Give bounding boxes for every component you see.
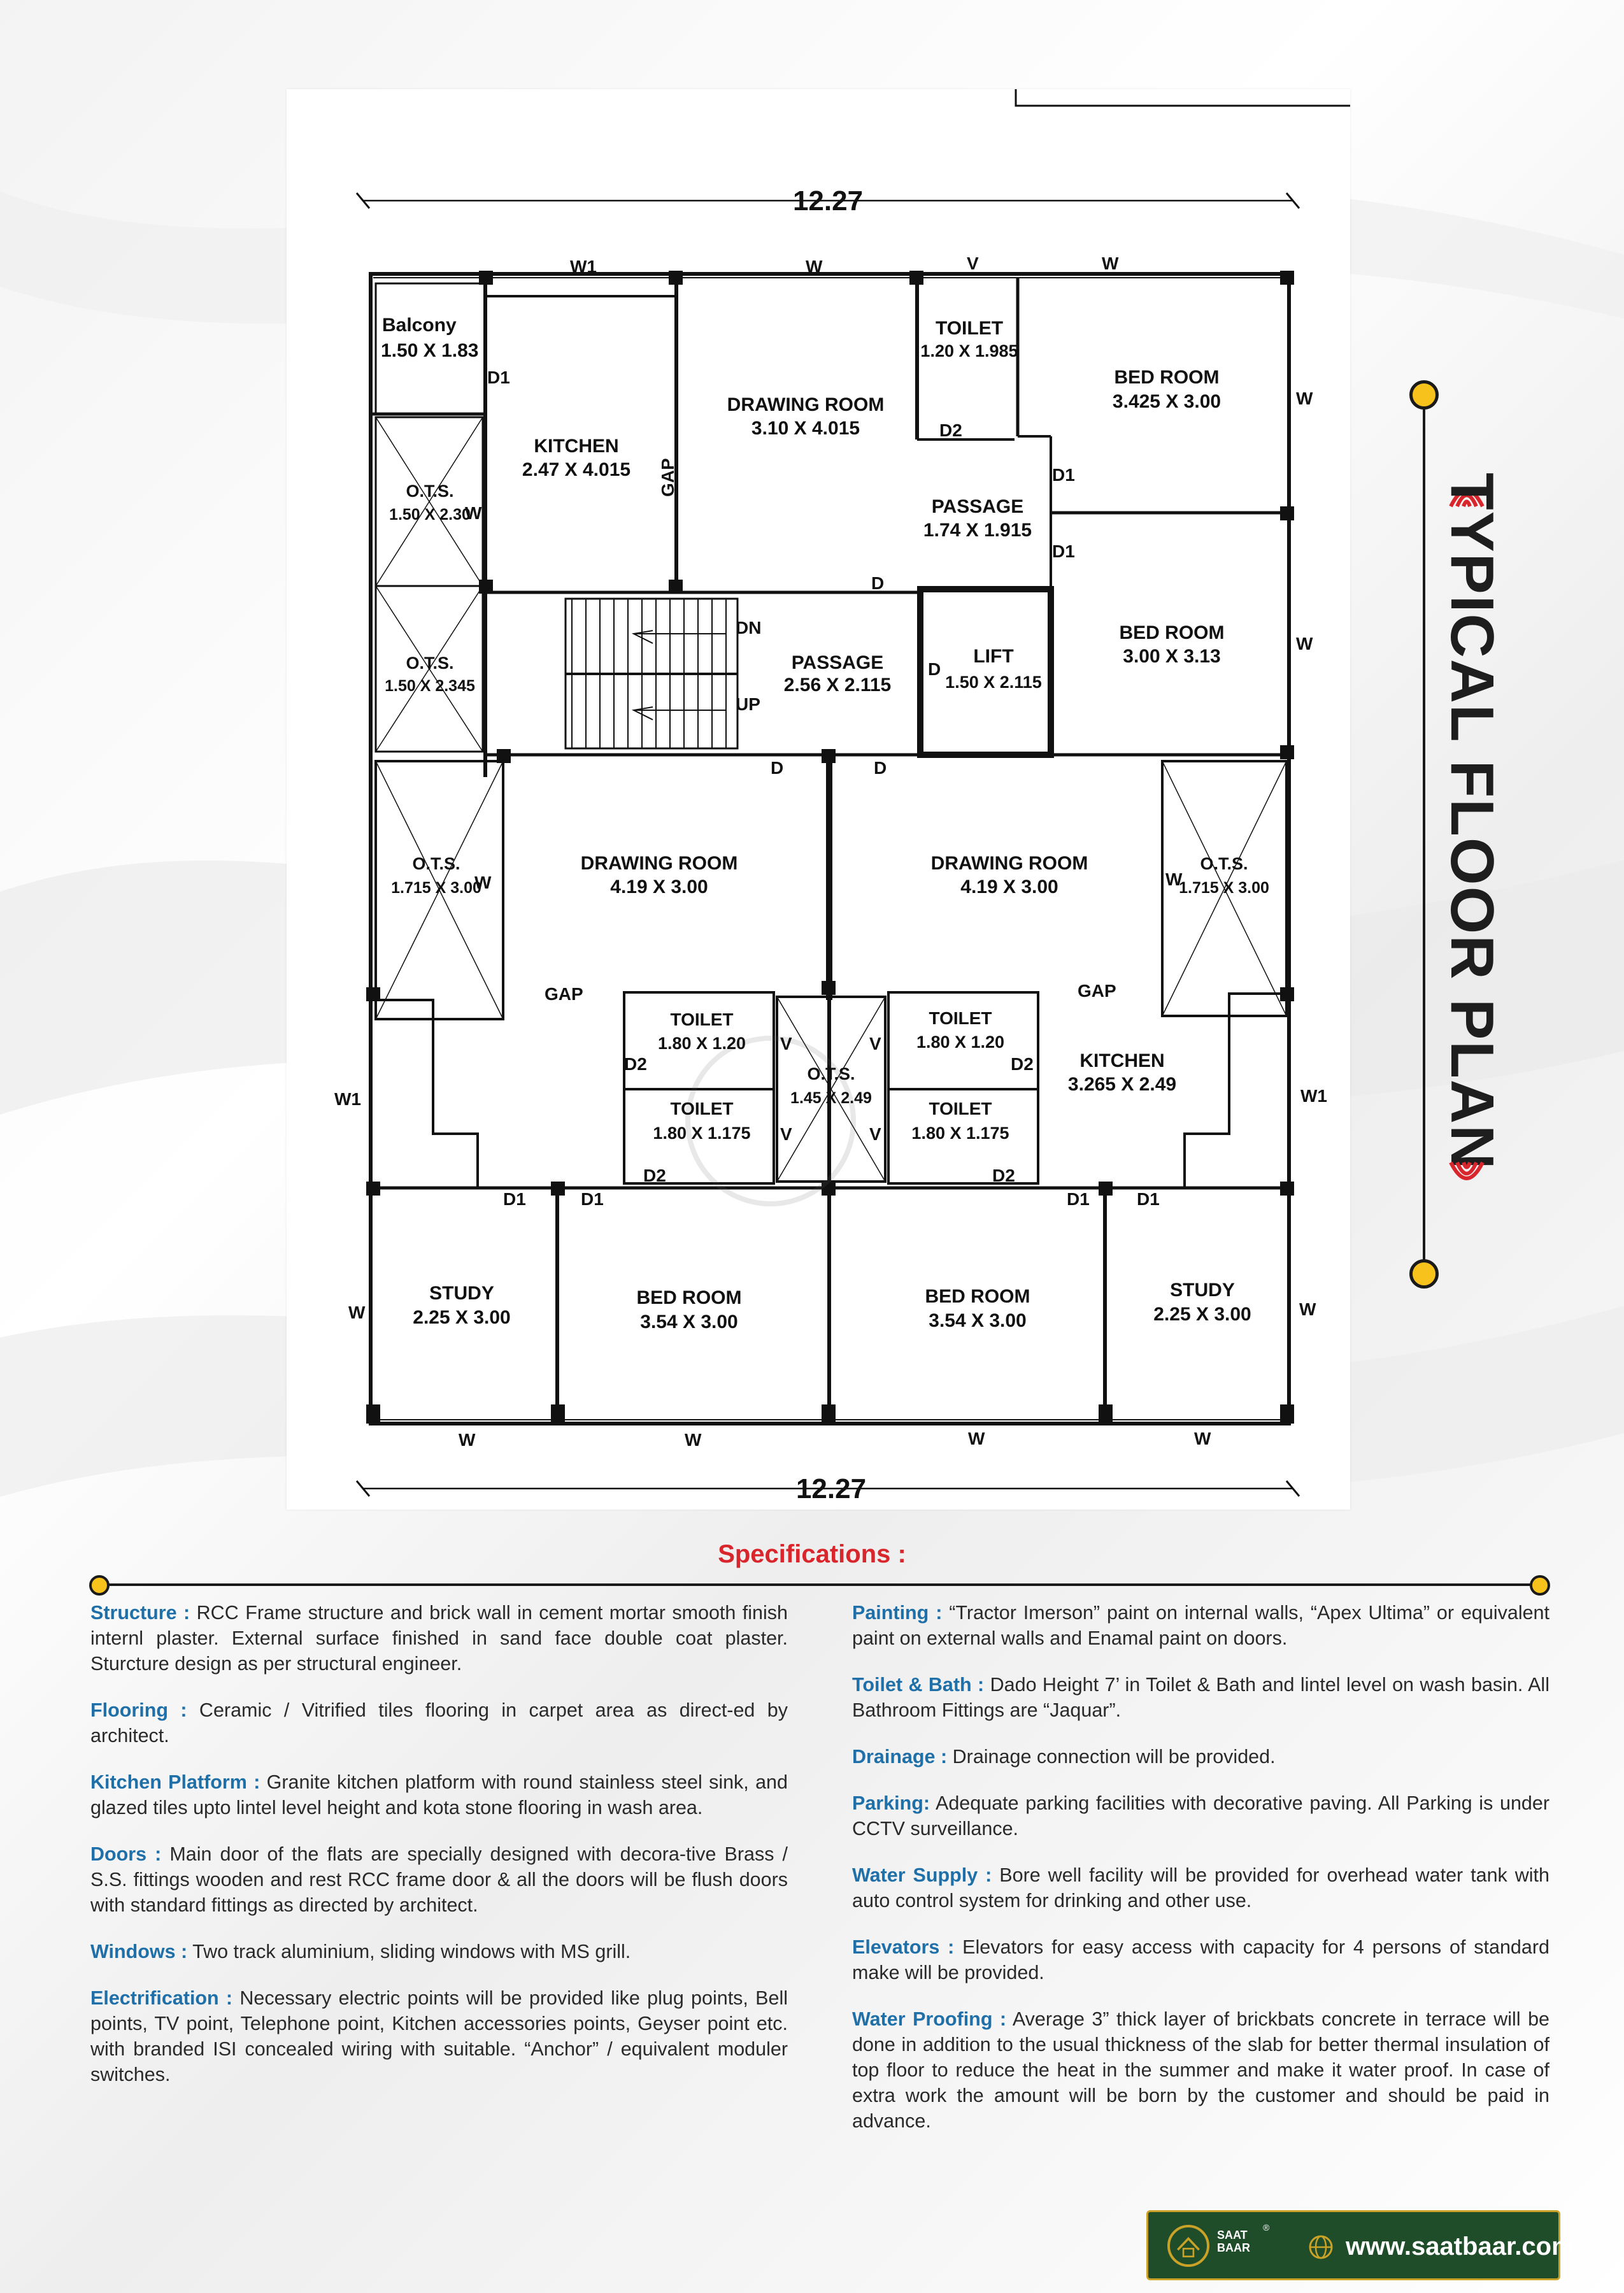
room-size: 1.50 X 1.83 [381,340,479,361]
room-name: PASSAGE [931,496,1024,517]
room-name: STUDY [429,1283,494,1304]
door-marker: D2 [624,1054,647,1074]
window-marker: W [1194,1429,1211,1448]
door-marker: D [874,758,887,778]
door-marker: D2 [643,1166,666,1185]
room-size: 1.80 X 1.20 [657,1034,746,1053]
window-marker: W [465,503,482,523]
website-link[interactable]: www.saatbaar.com [1346,2232,1574,2261]
spec-water-supply: Water Supply : Bore well facility will be provided for overhead water tank with auto control system for drinking and other use. [852,1864,1549,1911]
title-rail [1423,395,1425,1274]
door-marker: D [771,758,784,778]
door-marker: D1 [1052,541,1075,561]
room-size: 1.50 X 2.345 [385,677,475,695]
room-size: 4.19 X 3.00 [610,876,708,897]
window-marker: W [1299,1299,1316,1319]
footer-badge[interactable] [1146,2210,1574,2280]
door-marker: D2 [939,420,962,440]
room-name: BED ROOM [925,1286,1030,1307]
room-size: 1.50 X 2.115 [945,673,1042,692]
gap-label: GAP [1078,981,1116,1001]
room-name: TOILET [670,1010,734,1029]
room-name: BED ROOM [636,1287,742,1308]
spec-parking: Parking: Adequate parking facilities with decorative paving. All Parking is under CCTV surveillance. [852,1792,1549,1839]
gap-label: GAP [658,458,678,497]
room-size: 1.50 X 2.30 [389,506,471,524]
window-marker: W [968,1429,985,1448]
window-marker: W [348,1303,366,1322]
divider-dot-right [1530,1575,1550,1596]
window-marker: W [685,1430,702,1450]
spec-doors: Doors : Main door of the flats are specially designed with decora-tive Brass / S.S. fittings wooden and rest RCC frame door & all the doors will be flush doors with standard fittings as directed by architect. [90,1843,788,1916]
vent-marker: V [869,1124,881,1144]
room-size: 3.265 X 2.49 [1067,1074,1177,1095]
stair-up-marker: UP [736,694,760,714]
spec-structure: Structure : RCC Frame structure and brick wall in cement mortar smooth finish internl plaster. External surface finished in sand face double coat plaster. Sturcture design as per structural engineer. [90,1602,788,1675]
specifications-title: Specifications : [718,1540,906,1568]
room-name: KITCHEN [1079,1050,1165,1071]
door-marker: D1 [1052,465,1075,485]
window-marker: W1 [570,257,597,276]
room-size: 3.10 X 4.015 [751,418,860,439]
spec-painting: Painting : “Tractor Imerson” paint on internal walls, “Apex Ultima” or equivalent paint on external walls and Enamal paint on doors. [852,1602,1549,1649]
room-size: 4.19 X 3.00 [960,876,1058,897]
floor-plan-svg [287,89,1350,1510]
room-size: 3.425 X 3.00 [1112,391,1222,412]
globe-icon [1307,2234,1334,2261]
room-name: O.T.S. [807,1064,855,1083]
page-title: TYPICAL FLOOR PLAN [1438,473,1506,1171]
vent-marker: V [869,1034,881,1054]
room-name: O.T.S. [406,654,454,673]
room-name: DRAWING ROOM [580,853,738,874]
specifications-right-column [852,1600,1549,2155]
rail-dot-bottom [1409,1259,1439,1289]
room-name: O.T.S. [412,854,460,873]
specifications-divider [99,1583,1540,1586]
brand-logo-icon [1167,2225,1209,2267]
vent-marker: V [780,1034,792,1054]
rail-dot-top [1409,380,1439,410]
room-size: 2.25 X 3.00 [1153,1304,1251,1325]
door-marker: D1 [1137,1189,1160,1209]
spec-elevators: Elevators : Elevators for easy access with capacity for 4 persons of standard make will be provided. [852,1936,1549,1983]
room-name: O.T.S. [406,482,454,501]
room-size: 1.80 X 1.175 [911,1124,1009,1143]
room-size: 1.715 X 3.00 [1179,879,1269,897]
vent-marker: V [780,1124,792,1144]
window-marker: W [806,257,823,276]
room-name: KITCHEN [534,436,619,457]
spec-electrification: Electrification : Necessary electric points will be provided like plug points, Bell points, TV point, Telephone point, Kitchen accessories points, Geyser point etc. with branded ISI concealed wiring with suitable. “Anchor” / equivalent moduler switches. [90,1987,788,2085]
window-marker: W1 [334,1089,361,1109]
bottom-dimension: 12.27 [795,1473,867,1504]
door-marker: D1 [487,368,510,387]
room-size: 1.45 X 2.49 [790,1089,872,1107]
window-marker: W [1296,389,1313,408]
window-marker: W [459,1430,476,1450]
room-name: BED ROOM [1114,367,1220,388]
vent-marker: V [967,254,979,273]
room-size: 2.56 X 2.115 [783,675,892,696]
room-size: 3.54 X 3.00 [640,1311,738,1332]
room-name: PASSAGE [791,652,884,673]
room-size: 1.20 X 1.985 [920,341,1018,361]
specifications-left-column [90,1600,788,2108]
room-size: 3.00 X 3.13 [1123,646,1221,667]
gap-label: GAP [545,984,583,1004]
top-dimension: 12.27 [792,185,864,217]
spec-flooring: Flooring : Ceramic / Vitrified tiles flooring in carpet area as direct-ed by architect. [90,1699,788,1747]
window-marker: W [1102,254,1119,273]
room-name: LIFT [973,646,1014,667]
room-name: Balcony [382,315,457,336]
room-name: DRAWING ROOM [930,853,1088,874]
door-marker: D [871,573,885,593]
room-name: DRAWING ROOM [727,394,885,415]
window-marker: W [1165,869,1183,889]
door-marker: D1 [581,1189,604,1209]
room-name: TOILET [670,1099,734,1118]
room-name: TOILET [935,318,1004,339]
room-size: 1.80 X 1.175 [653,1124,751,1143]
room-size: 1.715 X 3.00 [391,879,481,897]
room-name: BED ROOM [1119,622,1225,643]
room-size: 1.80 X 1.20 [916,1032,1005,1052]
brand-name: SAAT BAAR [1217,2229,1250,2254]
spec-drainage: Drainage : Drainage connection will be provided. [852,1746,1276,1768]
divider-dot-left [89,1575,110,1596]
room-name: TOILET [929,1099,992,1118]
room-name: STUDY [1170,1280,1235,1301]
title-container [1437,446,1507,1197]
spec-water-proofing: Water Proofing : Average 3” thick layer of brickbats concrete in terrace will be done in addition to the usual thickness of the slab for better thermal insulation of top floor to reduce the heat in the summer and make it water proof. In case of extra work the amount will be born by the customer and should be paid in advance. [852,2008,1549,2132]
door-marker: D1 [1067,1189,1090,1209]
door-marker: D1 [503,1189,526,1209]
spec-toilet-bath: Toilet & Bath : Dado Height 7’ in Toilet & Bath and lintel level on wash basin. All Bathroom Fittings are “Jaquar”. [852,1674,1549,1721]
registered-mark: ® [1263,2222,1270,2232]
stair-down-marker: DN [736,618,762,638]
window-marker: W [1296,634,1313,654]
room-size: 2.47 X 4.015 [522,459,631,480]
room-name: O.T.S. [1200,854,1248,873]
room-name: TOILET [929,1008,992,1028]
title-ornament-icon [1444,1156,1489,1201]
door-marker: D2 [992,1166,1015,1185]
spec-windows: Windows : Two track aluminium, sliding windows with MS grill. [90,1941,631,1962]
room-size: 1.74 X 1.915 [923,520,1032,541]
room-size: 2.25 X 3.00 [413,1307,511,1328]
door-marker: D2 [1011,1054,1034,1074]
spec-kitchen-platform: Kitchen Platform : Granite kitchen platform with round stainless steel sink, and glazed tiles upto lintel level height and kota stone flooring in wash area. [90,1771,788,1818]
room-size: 3.54 X 3.00 [929,1310,1027,1331]
window-marker: W [474,873,492,892]
window-marker: W1 [1300,1086,1327,1106]
floor-plan-drawing [287,89,1350,1510]
door-marker: D [928,659,941,679]
